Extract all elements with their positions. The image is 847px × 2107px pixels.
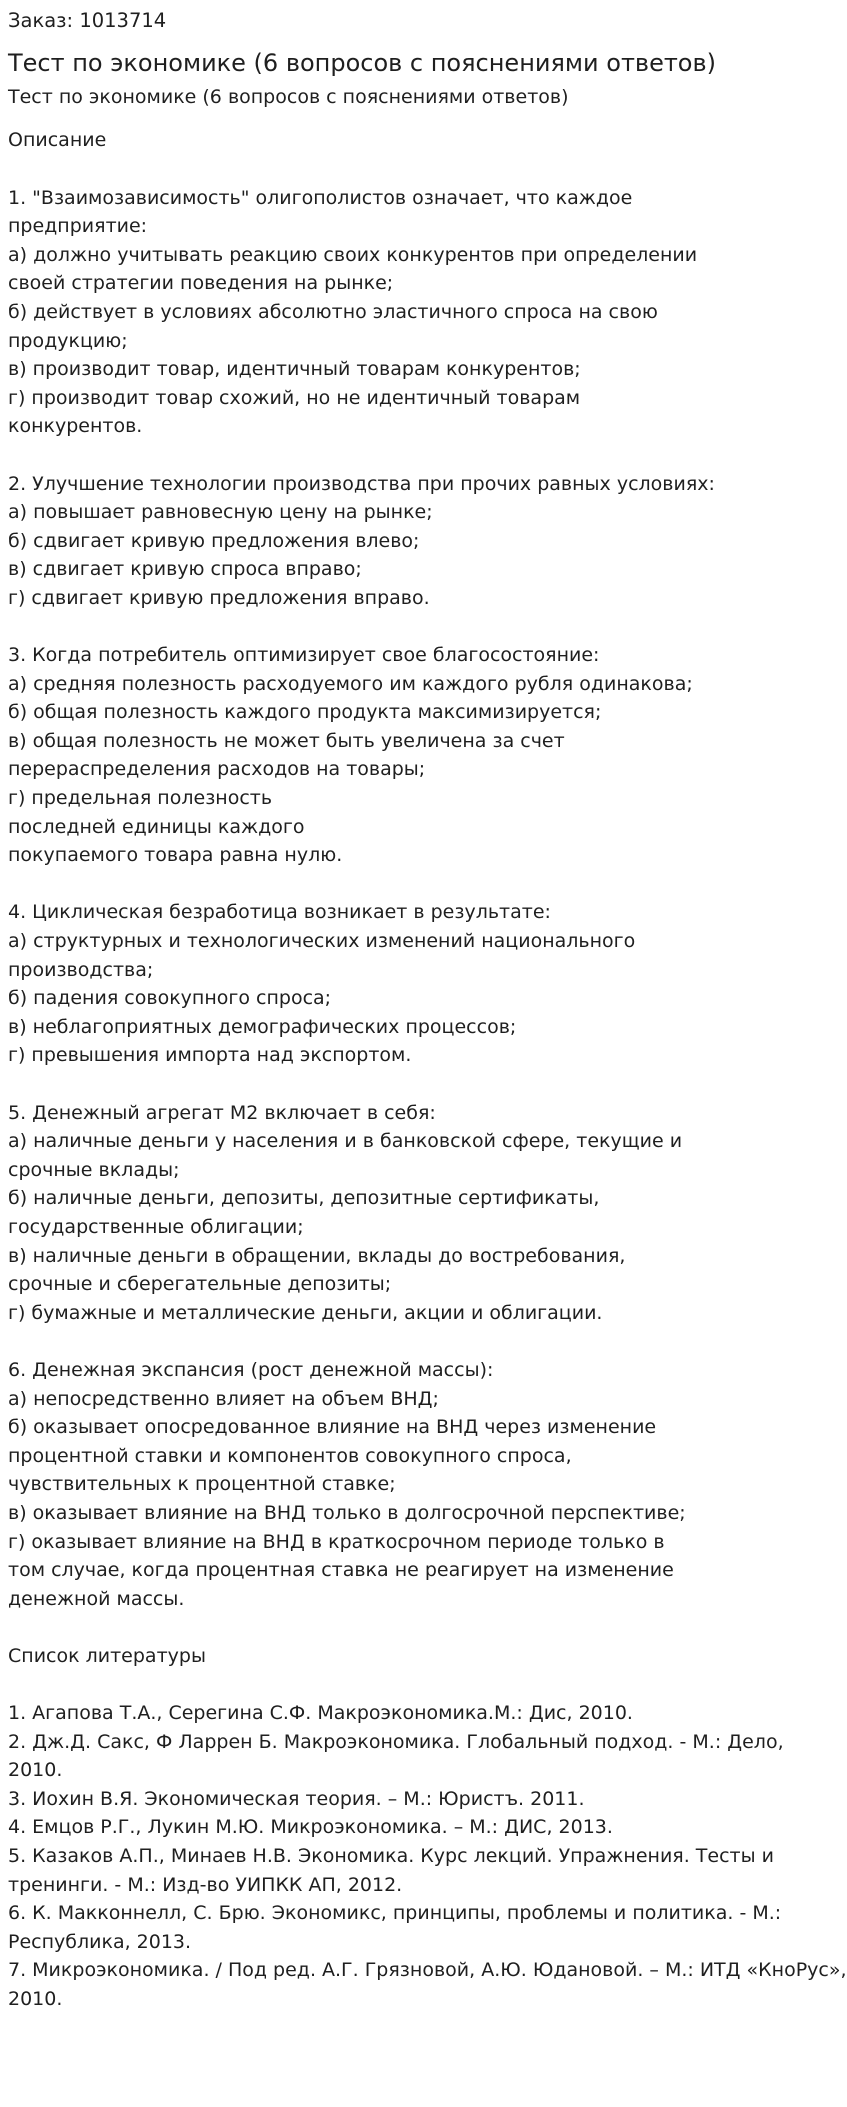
- literature-list: [8, 1699, 847, 2014]
- literature-item: 2010.: [8, 1988, 63, 2010]
- literature-item: Республика, 2013.: [8, 1930, 192, 1953]
- question-line: предприятие:: [8, 215, 148, 238]
- spacer: [8, 1670, 840, 1699]
- literature-item: 2. Дж.Д. Сакс, Ф Ларрен Б. Макроэкономика. Глобальный подход. - М.: Дело,: [8, 1730, 784, 1753]
- question-line: срочные вклады;: [8, 1158, 180, 1181]
- question-line: производства;: [8, 958, 154, 981]
- literature-item: тренинги. - М.: Изд-во УИПКК АП, 2012.: [8, 1873, 403, 1896]
- question-line: а) структурных и технологических изменений национального: [8, 930, 636, 953]
- question-line: б) наличные деньги, депозиты, депозитные сертификаты,: [8, 1187, 600, 1210]
- question-line: б) падения совокупного спроса;: [8, 987, 332, 1010]
- question-block: [8, 470, 840, 642]
- question-line: перераспределения расходов на товары;: [8, 758, 426, 781]
- question-text: 2. Улучшение технологии производства при прочих равных условиях:: [8, 472, 715, 495]
- question-line: покупаемого товара равна нулю.: [8, 844, 343, 867]
- question-line: в) оказывает влияние на ВНД только в долгосрочной перспективе;: [8, 1501, 686, 1524]
- literature-item: 3. Иохин В.Я. Экономическая теория. – М.: Юристъ. 2011.: [8, 1787, 585, 1810]
- question-line: г) сдвигает кривую предложения вправо.: [8, 586, 430, 609]
- questions-list: [8, 184, 840, 1642]
- question-line: государственные облигации;: [8, 1215, 304, 1238]
- question-line: в) производит товар, идентичный товарам конкурентов;: [8, 358, 581, 381]
- literature-item: 7. Микроэкономика. / Под ред. А.Г. Грязновой, А.Ю. Юдановой. – М.: ИТД «КноРус»,: [8, 1959, 847, 1982]
- question-line: г) оказывает влияние на ВНД в краткосрочном периоде только в: [8, 1530, 665, 1553]
- question-line: том случае, когда процентная ставка не реагирует на изменение: [8, 1559, 674, 1582]
- question-line: б) сдвигает кривую предложения влево;: [8, 529, 420, 552]
- question-line: г) предельная полезность: [8, 787, 273, 810]
- question-line: срочные и сберегательные депозиты;: [8, 1273, 392, 1296]
- question-block: [8, 641, 840, 898]
- question-text: 4. Циклическая безработица возникает в результате:: [8, 901, 551, 924]
- question-line: продукцию;: [8, 329, 128, 352]
- question-line: г) производит товар схожий, но не идентичный товарам: [8, 386, 581, 409]
- question-line: б) действует в условиях абсолютно эластичного спроса на свою: [8, 300, 658, 323]
- question-line: б) оказывает опосредованное влияние на ВНД через изменение: [8, 1416, 657, 1439]
- question-line: процентной ставки и компонентов совокупного спроса,: [8, 1444, 572, 1467]
- literature-item: 4. Емцов Р.Г., Лукин М.Ю. Микроэкономика. – М.: ДИС, 2013.: [8, 1816, 613, 1839]
- spacer: [8, 441, 840, 470]
- question-text: 3. Когда потребитель оптимизирует свое благосостояние:: [8, 644, 600, 667]
- question-line: а) должно учитывать реакцию своих конкурентов при определении: [8, 243, 698, 266]
- literature-label: Список литературы: [8, 1644, 206, 1667]
- page-title: Тест по экономике (6 вопросов с пояснениями ответов): [8, 49, 716, 77]
- page-subtitle: Тест по экономике (6 вопросов с пояснениями ответов): [8, 86, 569, 108]
- question-line: в) наличные деньги в обращении, вклады до востребования,: [8, 1244, 626, 1267]
- question-line: конкурентов.: [8, 415, 143, 438]
- question-line: а) непосредственно влияет на объем ВНД;: [8, 1387, 439, 1410]
- question-block: [8, 1099, 840, 1356]
- question-line: б) общая полезность каждого продукта максимизируется;: [8, 701, 602, 724]
- question-line: в) неблагоприятных демографических процессов;: [8, 1015, 517, 1038]
- question-text: 1. "Взаимозависимость" олигополистов означает, что каждое: [8, 186, 633, 209]
- question-block: [8, 898, 840, 1098]
- spacer: [8, 1613, 840, 1642]
- question-line: г) бумажные и металлические деньги, акции и облигации.: [8, 1301, 603, 1324]
- question-text: 6. Денежная экспансия (рост денежной массы):: [8, 1358, 494, 1381]
- question-line: а) средняя полезность расходуемого им каждого рубля одинакова;: [8, 672, 693, 695]
- order-number: Заказ: 1013714: [8, 9, 167, 32]
- literature-item: 5. Казаков А.П., Минаев Н.В. Экономика. Курс лекций. Упражнения. Тесты и: [8, 1845, 775, 1868]
- question-line: последней единицы каждого: [8, 815, 305, 838]
- question-block: [8, 1356, 840, 1642]
- spacer: [8, 870, 840, 899]
- question-line: в) общая полезность не может быть увеличена за счет: [8, 729, 565, 752]
- question-line: денежной массы.: [8, 1587, 185, 1610]
- question-line: в) сдвигает кривую спроса вправо;: [8, 558, 362, 581]
- spacer: [8, 1327, 840, 1356]
- question-line: а) повышает равновесную цену на рынке;: [8, 501, 433, 524]
- literature-item: 6. К. Макконнелл, С. Брю. Экономикс, принципы, проблемы и политика. - М.:: [8, 1902, 782, 1925]
- spacer: [8, 613, 840, 642]
- literature-item: 2010.: [8, 1759, 63, 1782]
- question-line: чувствительных к процентной ставке;: [8, 1473, 396, 1496]
- question-line: г) превышения импорта над экспортом.: [8, 1044, 412, 1067]
- spacer: [8, 155, 840, 184]
- question-line: а) наличные деньги у населения и в банковской сфере, текущие и: [8, 1130, 683, 1153]
- description-label: Описание: [8, 129, 107, 151]
- literature-item: 1. Агапова Т.А., Серегина С.Ф. Макроэкономика.М.: Дис, 2010.: [8, 1702, 633, 1725]
- document-page: [8, 8, 847, 2014]
- question-line: своей стратегии поведения на рынке;: [8, 272, 394, 295]
- question-block: [8, 184, 840, 470]
- spacer: [8, 1070, 840, 1099]
- description-section: [8, 126, 847, 2014]
- question-text: 5. Денежный агрегат М2 включает в себя:: [8, 1101, 436, 1124]
